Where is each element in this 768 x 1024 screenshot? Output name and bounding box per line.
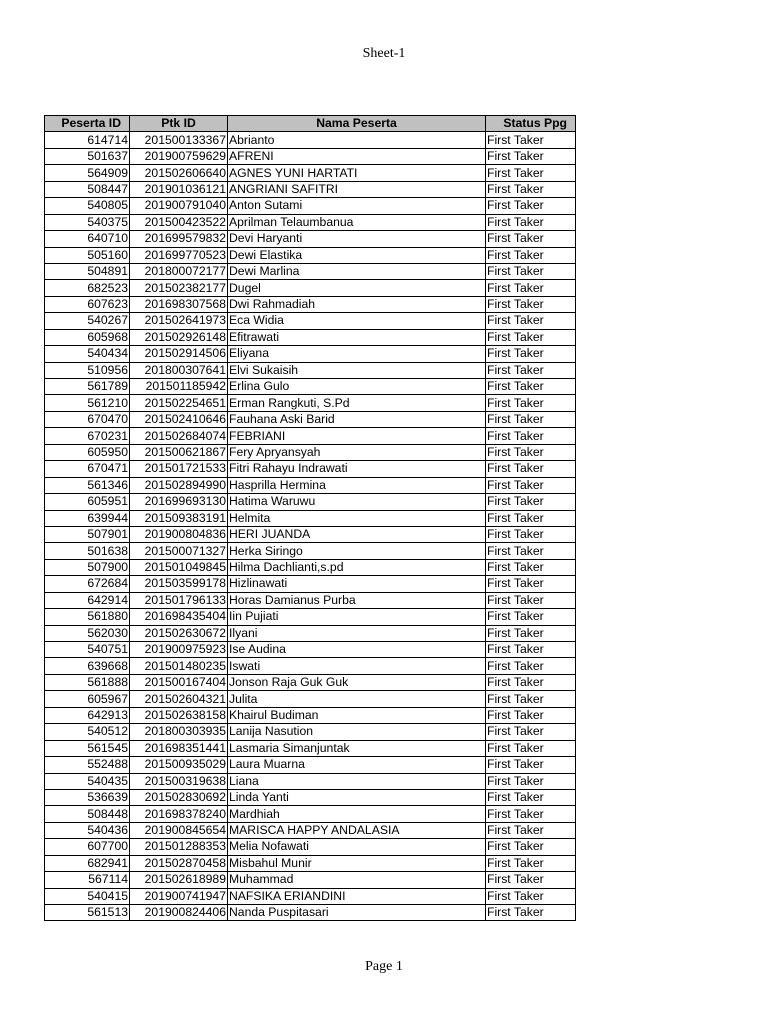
- nama-peserta-cell: Eliyana: [228, 346, 486, 362]
- ptk-id-cell: 201502684074: [130, 428, 228, 444]
- peserta-id-cell: 540434: [45, 346, 130, 362]
- nama-peserta-cell: Ilyani: [228, 625, 486, 641]
- ptk-id-cell: 201699770523: [130, 247, 228, 263]
- peserta-id-cell: 642913: [45, 707, 130, 723]
- header-ptk-id: Ptk ID: [130, 116, 228, 132]
- peserta-id-cell: 561545: [45, 740, 130, 756]
- nama-peserta-cell: Liana: [228, 773, 486, 789]
- table-row: [45, 822, 576, 838]
- header-peserta-id: Peserta ID: [45, 116, 130, 132]
- status-ppg-cell: First Taker: [486, 280, 576, 296]
- status-ppg-cell: First Taker: [486, 296, 576, 312]
- ptk-id-cell: 201501049845: [130, 559, 228, 575]
- status-ppg-cell: First Taker: [486, 346, 576, 362]
- table-row: [45, 280, 576, 296]
- peserta-id-cell: 605968: [45, 329, 130, 345]
- peserta-id-cell: 540267: [45, 313, 130, 329]
- ptk-id-cell: 201502604321: [130, 691, 228, 707]
- nama-peserta-cell: Fery Apryansyah: [228, 444, 486, 460]
- table-row: [45, 379, 576, 395]
- ptk-id-cell: 201900824406: [130, 905, 228, 921]
- nama-peserta-cell: Hizlinawati: [228, 576, 486, 592]
- table-row: [45, 428, 576, 444]
- status-ppg-cell: First Taker: [486, 872, 576, 888]
- peserta-id-cell: 564909: [45, 165, 130, 181]
- ptk-id-cell: 201502641973: [130, 313, 228, 329]
- peserta-id-cell: 605950: [45, 444, 130, 460]
- ptk-id-cell: 201501796133: [130, 592, 228, 608]
- status-ppg-cell: First Taker: [486, 905, 576, 921]
- peserta-id-cell: 605967: [45, 691, 130, 707]
- status-ppg-cell: First Taker: [486, 263, 576, 279]
- ptk-id-cell: 201698307568: [130, 296, 228, 312]
- nama-peserta-cell: Dewi Elastika: [228, 247, 486, 263]
- peserta-id-cell: 561346: [45, 477, 130, 493]
- ptk-id-cell: 201901036121: [130, 181, 228, 197]
- ptk-id-cell: 201502618989: [130, 872, 228, 888]
- nama-peserta-cell: Elvi Sukaisih: [228, 362, 486, 378]
- table-row: [45, 789, 576, 805]
- ptk-id-cell: 201502382177: [130, 280, 228, 296]
- status-ppg-cell: First Taker: [486, 428, 576, 444]
- ptk-id-cell: 201698351441: [130, 740, 228, 756]
- ptk-id-cell: 201698378240: [130, 806, 228, 822]
- ptk-id-cell: 201502606640: [130, 165, 228, 181]
- status-ppg-cell: First Taker: [486, 181, 576, 197]
- status-ppg-cell: First Taker: [486, 494, 576, 510]
- status-ppg-cell: First Taker: [486, 642, 576, 658]
- table-row: [45, 625, 576, 641]
- table-row: [45, 609, 576, 625]
- ptk-id-cell: 201501721533: [130, 461, 228, 477]
- header-status-ppg: Status Ppg: [486, 116, 576, 132]
- ptk-id-cell: 201500133367: [130, 132, 228, 148]
- ptk-id-cell: 201900975923: [130, 642, 228, 658]
- table-row: [45, 132, 576, 148]
- nama-peserta-cell: Helmita: [228, 510, 486, 526]
- nama-peserta-cell: MARISCA HAPPY ANDALASIA: [228, 822, 486, 838]
- nama-peserta-cell: Hasprilla Hermina: [228, 477, 486, 493]
- status-ppg-cell: First Taker: [486, 444, 576, 460]
- table-row: [45, 329, 576, 345]
- nama-peserta-cell: Melia Nofawati: [228, 839, 486, 855]
- status-ppg-cell: First Taker: [486, 609, 576, 625]
- table-row: [45, 872, 576, 888]
- table-row: [45, 148, 576, 164]
- table-row: [45, 658, 576, 674]
- peserta-id-cell: 607623: [45, 296, 130, 312]
- status-ppg-cell: First Taker: [486, 707, 576, 723]
- nama-peserta-cell: Erlina Gulo: [228, 379, 486, 395]
- table-row: [45, 674, 576, 690]
- ptk-id-cell: 201509383191: [130, 510, 228, 526]
- peserta-id-cell: 552488: [45, 757, 130, 773]
- status-ppg-cell: First Taker: [486, 592, 576, 608]
- status-ppg-cell: First Taker: [486, 773, 576, 789]
- table-row: [45, 461, 576, 477]
- nama-peserta-cell: Horas Damianus Purba: [228, 592, 486, 608]
- status-ppg-cell: First Taker: [486, 576, 576, 592]
- table-row: [45, 642, 576, 658]
- status-ppg-cell: First Taker: [486, 559, 576, 575]
- peserta-id-cell: 540805: [45, 198, 130, 214]
- table-row: [45, 543, 576, 559]
- peserta-id-cell: 501637: [45, 148, 130, 164]
- header-nama-peserta: Nama Peserta: [228, 116, 486, 132]
- ptk-id-cell: 201500621867: [130, 444, 228, 460]
- ptk-id-cell: 201500071327: [130, 543, 228, 559]
- status-ppg-cell: First Taker: [486, 855, 576, 871]
- status-ppg-cell: First Taker: [486, 231, 576, 247]
- table-row: [45, 214, 576, 230]
- peserta-id-cell: 540375: [45, 214, 130, 230]
- peserta-id-cell: 540512: [45, 724, 130, 740]
- nama-peserta-cell: Jonson Raja Guk Guk: [228, 674, 486, 690]
- peserta-id-cell: 507901: [45, 526, 130, 542]
- peserta-id-cell: 561513: [45, 905, 130, 921]
- status-ppg-cell: First Taker: [486, 724, 576, 740]
- ptk-id-cell: 201800303935: [130, 724, 228, 740]
- nama-peserta-cell: Iswati: [228, 658, 486, 674]
- nama-peserta-cell: Linda Yanti: [228, 789, 486, 805]
- peserta-id-cell: 561210: [45, 395, 130, 411]
- nama-peserta-cell: Devi Haryanti: [228, 231, 486, 247]
- table-row: [45, 263, 576, 279]
- peserta-id-cell: 540436: [45, 822, 130, 838]
- nama-peserta-cell: Efitrawati: [228, 329, 486, 345]
- table-row: [45, 740, 576, 756]
- table-row: [45, 181, 576, 197]
- status-ppg-cell: First Taker: [486, 411, 576, 427]
- ptk-id-cell: 201900791040: [130, 198, 228, 214]
- status-ppg-cell: First Taker: [486, 132, 576, 148]
- ptk-id-cell: 201502630672: [130, 625, 228, 641]
- nama-peserta-cell: Eca Widia: [228, 313, 486, 329]
- status-ppg-cell: First Taker: [486, 839, 576, 855]
- nama-peserta-cell: Ise Audina: [228, 642, 486, 658]
- table-row: [45, 757, 576, 773]
- ptk-id-cell: 201900845654: [130, 822, 228, 838]
- peserta-id-cell: 670471: [45, 461, 130, 477]
- table-row: [45, 691, 576, 707]
- ptk-id-cell: 201502830692: [130, 789, 228, 805]
- peserta-id-cell: 640710: [45, 231, 130, 247]
- status-ppg-cell: First Taker: [486, 691, 576, 707]
- nama-peserta-cell: Aprilman Telaumbanua: [228, 214, 486, 230]
- table-row: [45, 477, 576, 493]
- status-ppg-cell: First Taker: [486, 362, 576, 378]
- table-row: [45, 806, 576, 822]
- peserta-id-cell: 614714: [45, 132, 130, 148]
- table-row: [45, 247, 576, 263]
- nama-peserta-cell: Iin Pujiati: [228, 609, 486, 625]
- nama-peserta-cell: ANGRIANI SAFITRI: [228, 181, 486, 197]
- status-ppg-cell: First Taker: [486, 148, 576, 164]
- ptk-id-cell: 201503599178: [130, 576, 228, 592]
- table-row: [45, 773, 576, 789]
- table-row: [45, 494, 576, 510]
- peserta-id-cell: 507900: [45, 559, 130, 575]
- table-header-row: [45, 116, 576, 132]
- nama-peserta-cell: Khairul Budiman: [228, 707, 486, 723]
- nama-peserta-cell: Fitri Rahayu Indrawati: [228, 461, 486, 477]
- table-row: [45, 905, 576, 921]
- status-ppg-cell: First Taker: [486, 674, 576, 690]
- peserta-id-cell: 605951: [45, 494, 130, 510]
- sheet-title: Sheet-1: [362, 46, 406, 61]
- peserta-id-cell: 672684: [45, 576, 130, 592]
- peserta-id-cell: 670231: [45, 428, 130, 444]
- ptk-id-cell: 201699579832: [130, 231, 228, 247]
- ptk-id-cell: 201500423522: [130, 214, 228, 230]
- peserta-id-cell: 642914: [45, 592, 130, 608]
- peserta-id-cell: 670470: [45, 411, 130, 427]
- peserta-id-cell: 508447: [45, 181, 130, 197]
- participants-table: [44, 115, 576, 921]
- ptk-id-cell: 201502926148: [130, 329, 228, 345]
- ptk-id-cell: 201502894990: [130, 477, 228, 493]
- status-ppg-cell: First Taker: [486, 789, 576, 805]
- ptk-id-cell: 201502410646: [130, 411, 228, 427]
- status-ppg-cell: First Taker: [486, 806, 576, 822]
- peserta-id-cell: 540435: [45, 773, 130, 789]
- status-ppg-cell: First Taker: [486, 247, 576, 263]
- status-ppg-cell: First Taker: [486, 329, 576, 345]
- table-row: [45, 510, 576, 526]
- peserta-id-cell: 540751: [45, 642, 130, 658]
- status-ppg-cell: First Taker: [486, 658, 576, 674]
- status-ppg-cell: First Taker: [486, 822, 576, 838]
- nama-peserta-cell: Dwi Rahmadiah: [228, 296, 486, 312]
- nama-peserta-cell: Fauhana Aski Barid: [228, 411, 486, 427]
- ptk-id-cell: 201502254651: [130, 395, 228, 411]
- ptk-id-cell: 201699693130: [130, 494, 228, 510]
- nama-peserta-cell: Anton Sutami: [228, 198, 486, 214]
- nama-peserta-cell: AGNES YUNI HARTATI: [228, 165, 486, 181]
- table-row: [45, 411, 576, 427]
- ptk-id-cell: 201900741947: [130, 888, 228, 904]
- ptk-id-cell: 201501288353: [130, 839, 228, 855]
- table-row: [45, 839, 576, 855]
- table-row: [45, 231, 576, 247]
- ptk-id-cell: 201500935029: [130, 757, 228, 773]
- status-ppg-cell: First Taker: [486, 543, 576, 559]
- status-ppg-cell: First Taker: [486, 477, 576, 493]
- status-ppg-cell: First Taker: [486, 888, 576, 904]
- status-ppg-cell: First Taker: [486, 526, 576, 542]
- peserta-id-cell: 639668: [45, 658, 130, 674]
- ptk-id-cell: 201501185942: [130, 379, 228, 395]
- nama-peserta-cell: Misbahul Munir: [228, 855, 486, 871]
- table-row: [45, 296, 576, 312]
- nama-peserta-cell: Dewi Marlina: [228, 263, 486, 279]
- peserta-id-cell: 561789: [45, 379, 130, 395]
- table-row: [45, 707, 576, 723]
- nama-peserta-cell: Muhammad: [228, 872, 486, 888]
- status-ppg-cell: First Taker: [486, 198, 576, 214]
- nama-peserta-cell: Julita: [228, 691, 486, 707]
- ptk-id-cell: 201698435404: [130, 609, 228, 625]
- table-row: [45, 313, 576, 329]
- nama-peserta-cell: Lanija Nasution: [228, 724, 486, 740]
- nama-peserta-cell: Hatima Waruwu: [228, 494, 486, 510]
- nama-peserta-cell: Abrianto: [228, 132, 486, 148]
- status-ppg-cell: First Taker: [486, 313, 576, 329]
- nama-peserta-cell: AFRENI: [228, 148, 486, 164]
- table-row: [45, 576, 576, 592]
- peserta-id-cell: 639944: [45, 510, 130, 526]
- table-row: [45, 346, 576, 362]
- table-row: [45, 362, 576, 378]
- nama-peserta-cell: FEBRIANI: [228, 428, 486, 444]
- status-ppg-cell: First Taker: [486, 214, 576, 230]
- peserta-id-cell: 607700: [45, 839, 130, 855]
- ptk-id-cell: 201502870458: [130, 855, 228, 871]
- ptk-id-cell: 201500167404: [130, 674, 228, 690]
- nama-peserta-cell: Erman Rangkuti, S.Pd: [228, 395, 486, 411]
- status-ppg-cell: First Taker: [486, 740, 576, 756]
- ptk-id-cell: 201502638158: [130, 707, 228, 723]
- peserta-id-cell: 504891: [45, 263, 130, 279]
- status-ppg-cell: First Taker: [486, 379, 576, 395]
- table-row: [45, 165, 576, 181]
- table-row: [45, 526, 576, 542]
- nama-peserta-cell: HERI JUANDA: [228, 526, 486, 542]
- nama-peserta-cell: NAFSIKA ERIANDINI: [228, 888, 486, 904]
- status-ppg-cell: First Taker: [486, 510, 576, 526]
- peserta-id-cell: 682941: [45, 855, 130, 871]
- ptk-id-cell: 201500319638: [130, 773, 228, 789]
- nama-peserta-cell: Lasmaria Simanjuntak: [228, 740, 486, 756]
- peserta-id-cell: 508448: [45, 806, 130, 822]
- ptk-id-cell: 201502914506: [130, 346, 228, 362]
- nama-peserta-cell: Nanda Puspitasari: [228, 905, 486, 921]
- table-body: [45, 132, 576, 921]
- nama-peserta-cell: Laura Muarna: [228, 757, 486, 773]
- table-row: [45, 724, 576, 740]
- nama-peserta-cell: Herka Siringo: [228, 543, 486, 559]
- peserta-id-cell: 567114: [45, 872, 130, 888]
- table-row: [45, 855, 576, 871]
- peserta-id-cell: 536639: [45, 789, 130, 805]
- ptk-id-cell: 201900804836: [130, 526, 228, 542]
- peserta-id-cell: 562030: [45, 625, 130, 641]
- nama-peserta-cell: Dugel: [228, 280, 486, 296]
- peserta-id-cell: 505160: [45, 247, 130, 263]
- table-row: [45, 198, 576, 214]
- status-ppg-cell: First Taker: [486, 461, 576, 477]
- table-row: [45, 395, 576, 411]
- nama-peserta-cell: Mardhiah: [228, 806, 486, 822]
- status-ppg-cell: First Taker: [486, 625, 576, 641]
- status-ppg-cell: First Taker: [486, 165, 576, 181]
- peserta-id-cell: 540415: [45, 888, 130, 904]
- ptk-id-cell: 201900759629: [130, 148, 228, 164]
- page-footer: Page 1: [365, 959, 403, 974]
- nama-peserta-cell: Hilma Dachlianti,s.pd: [228, 559, 486, 575]
- status-ppg-cell: First Taker: [486, 757, 576, 773]
- table-row: [45, 592, 576, 608]
- table-row: [45, 559, 576, 575]
- peserta-id-cell: 501638: [45, 543, 130, 559]
- ptk-id-cell: 201501480235: [130, 658, 228, 674]
- table-row: [45, 444, 576, 460]
- status-ppg-cell: First Taker: [486, 395, 576, 411]
- peserta-id-cell: 561888: [45, 674, 130, 690]
- table-row: [45, 888, 576, 904]
- peserta-id-cell: 561880: [45, 609, 130, 625]
- ptk-id-cell: 201800307641: [130, 362, 228, 378]
- peserta-id-cell: 682523: [45, 280, 130, 296]
- ptk-id-cell: 201800072177: [130, 263, 228, 279]
- peserta-id-cell: 510956: [45, 362, 130, 378]
